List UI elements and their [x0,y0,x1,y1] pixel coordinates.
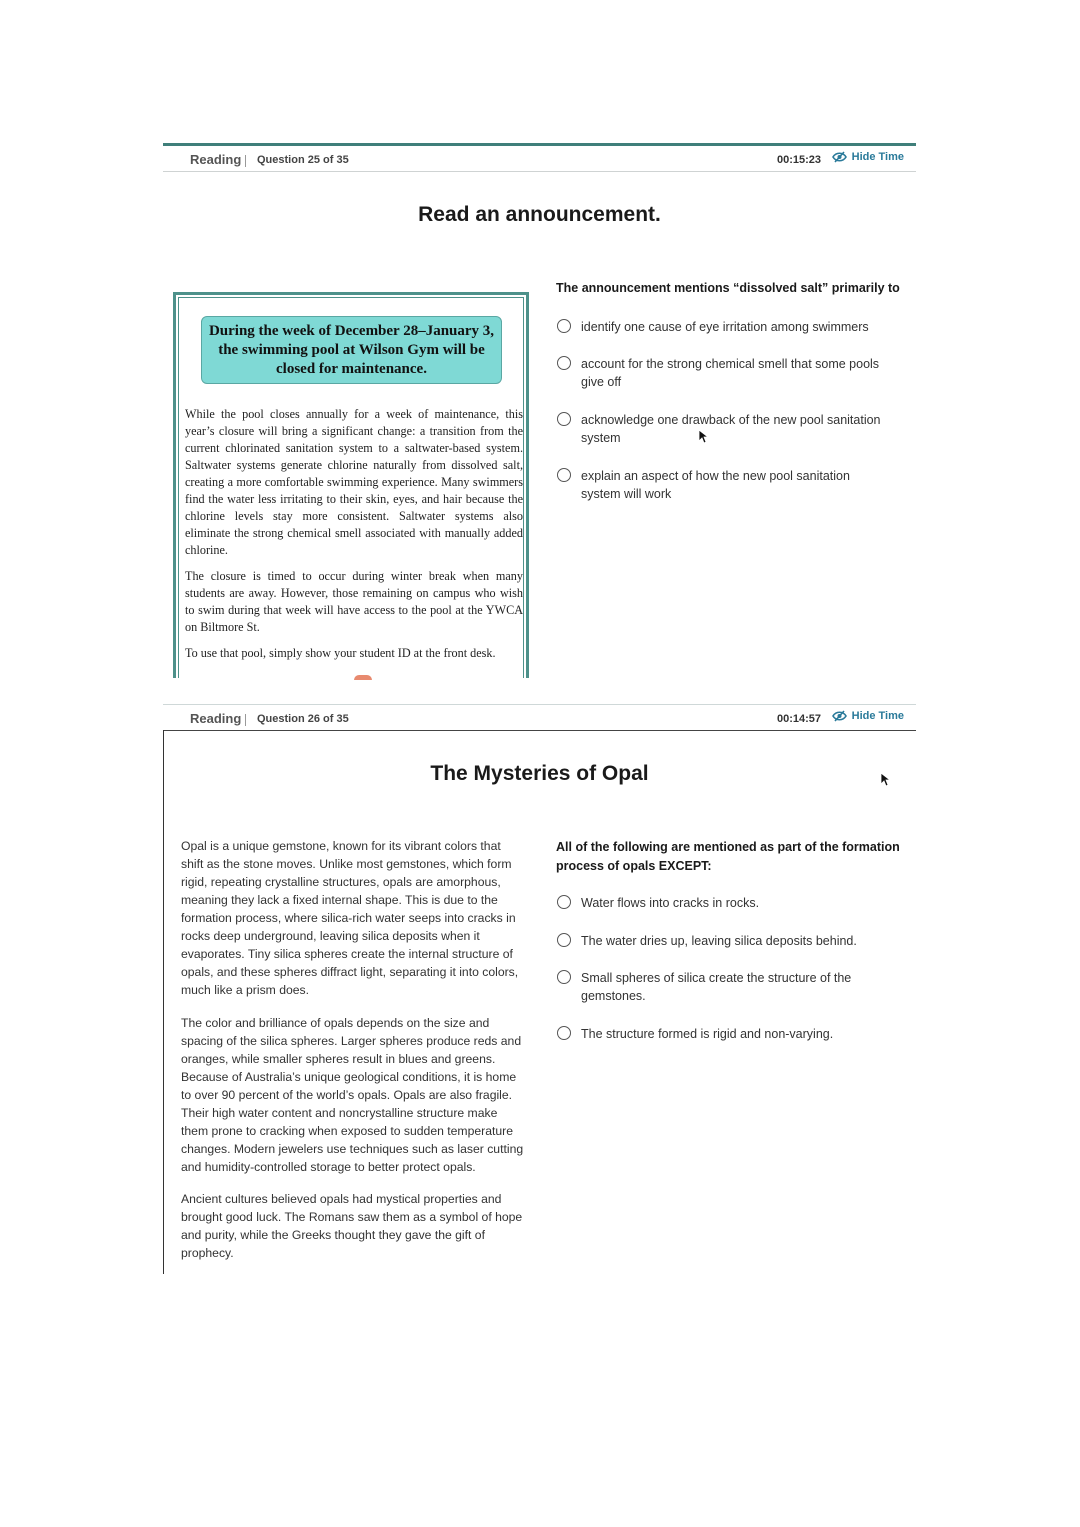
radio-button[interactable] [557,933,571,947]
answer-option[interactable] [557,411,886,447]
option-label: account for the strong chemical smell that some pools give off [581,357,880,389]
answer-option[interactable] [557,318,886,336]
radio-button[interactable] [557,468,571,482]
hide-time-button[interactable] [832,151,904,163]
hide-time-label: Hide Time [851,151,904,163]
passage-paragraph: The closure is timed to occur during winter break when many students are away. However, those remaining on campus who wish to swim during that week will have access to the pool at the YWCA on Biltmore St. [185,569,523,634]
passage-paragraph: The color and brilliance of opals depends on the size and spacing of the silica spheres. Larger spheres produce reds and oranges, while smaller spheres result in blues and greens. Because of Australia’s unique geological conditions, it is home to over 90 percent of the world’s opals. Opals are also fragile. Their high water content and noncrystalline structure make them prone to cracking when exposed to sudden temperature changes. Modern jewelers use techniques such as laser cutting and humidity-controlled storage to better protect opals. [181,1016,524,1174]
top-bar [163,704,916,731]
option-label: explain an aspect of how the new pool sanitation system will work [581,469,850,501]
divider [163,730,164,1274]
scroll-indicator [354,675,372,680]
passage-paragraph: Opal is a unique gemstone, known for its vibrant colors that shift as the stone moves. Unlike most gemstones, which form rigid, repeating crystalline structures, opals are amorphous, meaning they lack a fixed internal shape. This is due to the formation process, where silica-rich water seeps into cracks in rocks deep underground, leaving silica deposits when it evaporates. Tiny silica spheres create the internal structure of opals, and these spheres diffract light, separating it into colors, much like a prism does. [181,839,519,997]
timer: 00:14:57 [776,713,821,725]
question-counter: Question 26 of 35 [257,713,349,725]
option-label: Water flows into cracks in rocks. [581,896,760,910]
passage-title: The Mysteries of Opal [430,762,649,785]
divider [245,714,246,726]
task-title: Read an announcement. [418,203,661,226]
divider [245,155,246,167]
answer-option[interactable] [557,932,886,950]
answer-option[interactable] [557,969,886,1005]
timer: 00:15:23 [776,154,821,166]
answer-option[interactable] [557,894,886,912]
section-label: Reading [190,711,242,726]
top-bar [163,143,916,172]
answer-option[interactable] [557,355,886,391]
radio-button[interactable] [557,970,571,984]
radio-button[interactable] [557,895,571,909]
announcement-passage [173,292,529,678]
eye-slash-icon [832,151,847,163]
passage-paragraph: While the pool closes annually for a week of maintenance, this year’s closure will bring a significant change: a transition from the current chlorinated sanitation system to a saltwater-based system. Saltwater systems generate chlorine naturally from dissolved salt, creating a more comfortable swimming experience. Many swimmers find the water less irritating to their skin, eyes, and hair because the chlorine levels stay more consistent. Saltwater systems also eliminate the strong chemical smell associated with manually added chlorine. [185,407,523,557]
option-label: The structure formed is rigid and non-varying. [581,1027,834,1041]
question-screen-26 [163,704,916,1274]
hide-time-label: Hide Time [851,710,904,722]
announcement-headline: During the week of December 28–January 3, the swimming pool at Wilson Gym will be closed for maintenance. [201,316,502,384]
answer-option[interactable] [557,1025,886,1043]
option-label: The water dries up, leaving silica deposits behind. [581,934,857,948]
divider [163,171,916,172]
radio-button[interactable] [557,319,571,333]
eye-slash-icon [832,710,847,722]
option-label: acknowledge one drawback of the new pool sanitation system [581,413,881,445]
radio-button[interactable] [557,356,571,370]
option-label: identify one cause of eye irritation among swimmers [581,320,869,334]
hide-time-button[interactable] [832,710,904,722]
divider [163,730,916,731]
radio-button[interactable] [557,1026,571,1040]
answer-option[interactable] [557,467,886,503]
question-stem: All of the following are mentioned as part of the formation process of opals EXCEPT: [556,840,900,873]
question-screen-25 [163,143,916,678]
passage-paragraph: Ancient cultures believed opals had mystical properties and brought good luck. The Romans saw them as a symbol of hope and purity, while the Greeks thought they gave the gift of prophecy. [181,1192,523,1260]
question-stem: The announcement mentions “dissolved salt” primarily to [556,281,900,295]
radio-button[interactable] [557,412,571,426]
question-counter: Question 25 of 35 [257,154,349,166]
option-label: Small spheres of silica create the structure of the gemstones. [581,971,852,1003]
passage-paragraph: To use that pool, simply show your student ID at the front desk. [185,646,496,660]
section-label: Reading [190,152,242,167]
